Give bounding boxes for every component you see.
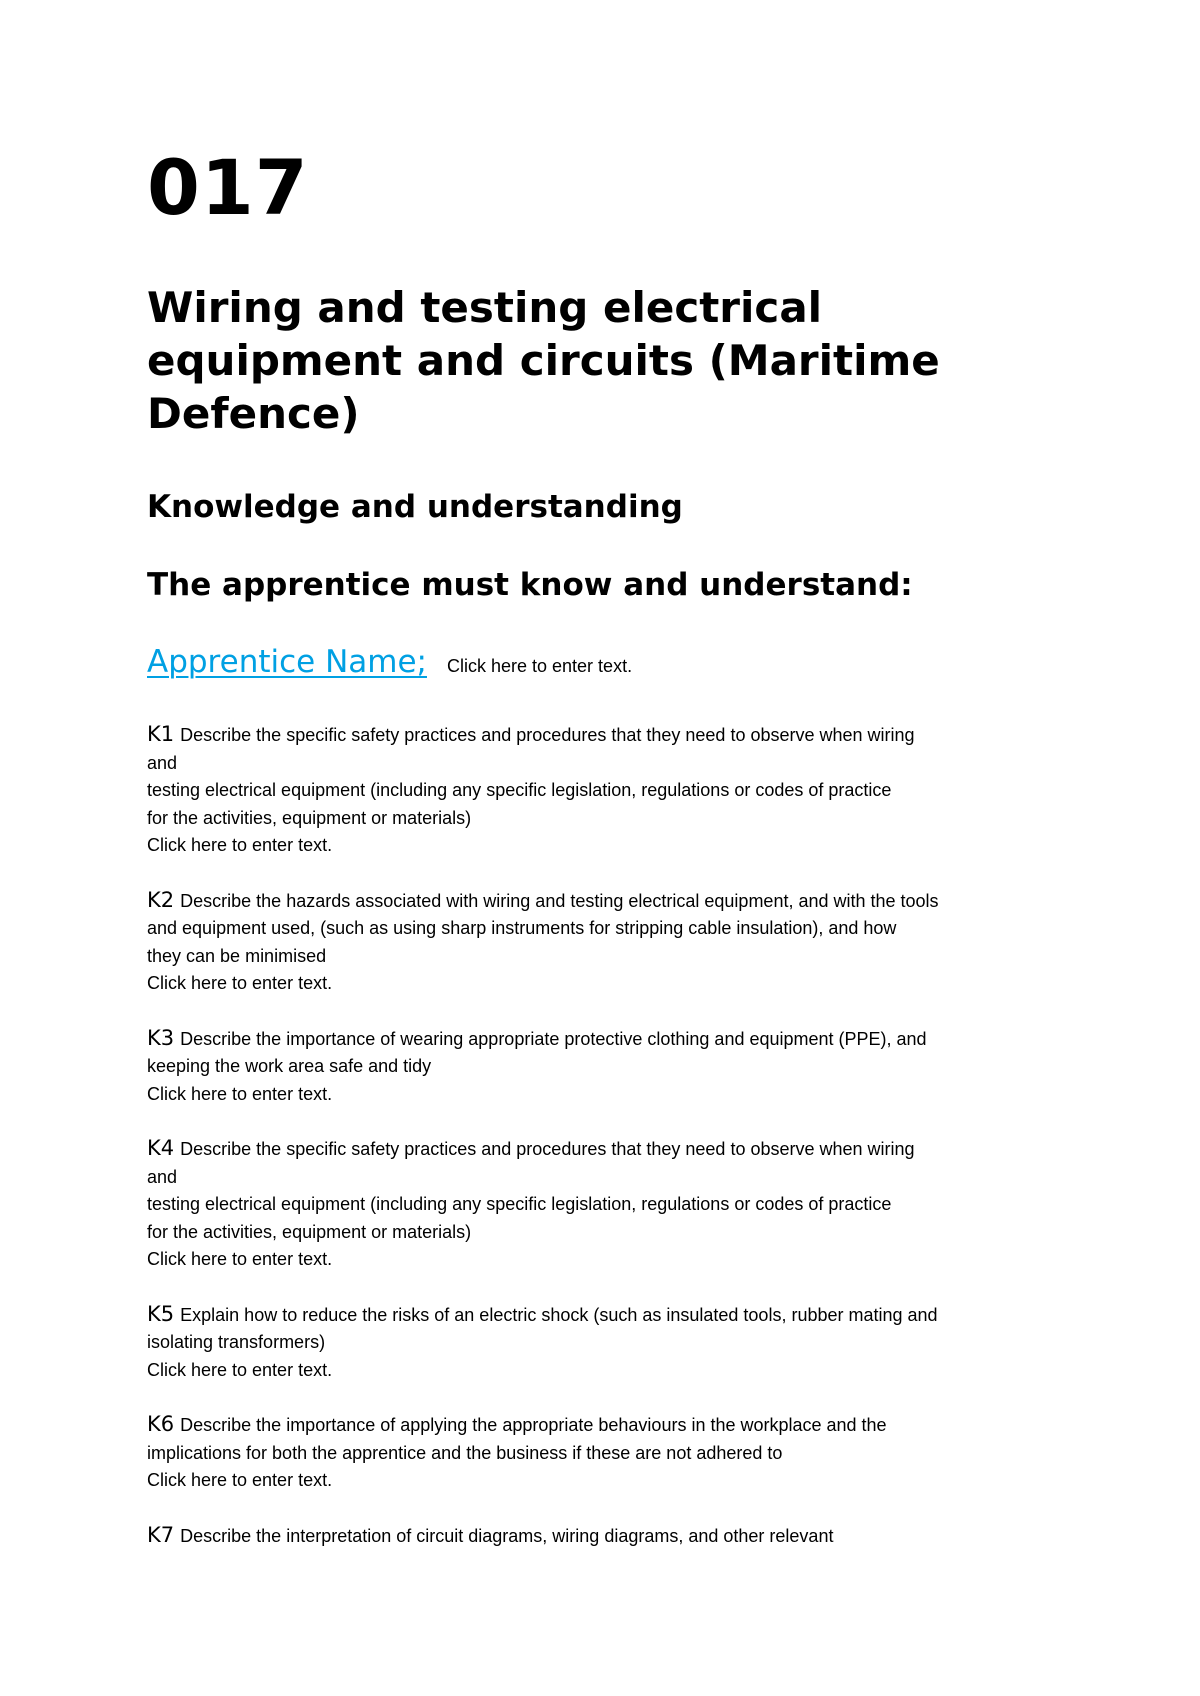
item-text-line: and <box>147 752 178 773</box>
apprentice-name-row <box>147 640 632 684</box>
answer-field-k6[interactable]: Click here to enter text. <box>147 1470 333 1490</box>
apprentice-name-label: Apprentice Name; <box>147 644 427 680</box>
item-id: K7 <box>147 1522 175 1547</box>
item-text-line <box>147 1135 1067 1164</box>
knowledge-item-k2 <box>147 887 1067 998</box>
item-text-line <box>147 1411 1067 1440</box>
item-id: K6 <box>147 1412 175 1436</box>
item-text-line: they can be minimised <box>147 945 327 966</box>
answer-field-k3[interactable]: Click here to enter text. <box>147 1083 333 1104</box>
section-heading: Knowledge and understanding <box>147 489 683 525</box>
item-description: Describe the specific safety practices and procedures that they need to observe when wiring <box>180 725 915 745</box>
item-text-line: testing electrical equipment (including any specific legislation, regulations or codes of practice <box>147 780 892 800</box>
item-id: K4 <box>147 1136 175 1160</box>
item-id: K2 <box>147 887 175 912</box>
knowledge-item-k1 <box>147 721 1067 860</box>
item-text-line: isolating transformers) <box>147 1332 326 1352</box>
knowledge-list <box>147 721 1067 1577</box>
item-text-line <box>147 887 1067 916</box>
item-text-line <box>147 1025 1067 1054</box>
item-text-line: for the activities, equipment or materials) <box>147 1221 472 1242</box>
item-description: Describe the interpretation of circuit diagrams, wiring diagrams, and other relevant <box>180 1525 834 1546</box>
knowledge-item-k3 <box>147 1025 1067 1109</box>
item-text-line: and equipment used, (such as using sharp instruments for stripping cable insulation), and how <box>147 918 897 938</box>
item-text-line <box>147 1301 1067 1330</box>
item-text-line: keeping the work area safe and tidy <box>147 1056 432 1076</box>
item-text-line: and <box>147 1166 178 1187</box>
answer-field-k4[interactable]: Click here to enter text. <box>147 1249 333 1269</box>
item-text-line <box>147 721 1067 750</box>
item-text-line: testing electrical equipment (including any specific legislation, regulations or codes of practice <box>147 1194 892 1214</box>
intro-heading: The apprentice must know and understand: <box>147 567 913 603</box>
item-text-line: implications for both the apprentice and the business if these are not adhered to <box>147 1442 783 1463</box>
knowledge-item-k7 <box>147 1522 1067 1551</box>
item-description: Describe the importance of applying the appropriate behaviours in the workplace and the <box>180 1415 887 1435</box>
knowledge-item-k5 <box>147 1301 1067 1385</box>
item-id: K5 <box>147 1301 175 1326</box>
apprentice-name-field[interactable]: Click here to enter text. <box>446 656 633 676</box>
knowledge-item-k4 <box>147 1135 1067 1274</box>
item-description: Describe the hazards associated with wiring and testing electrical equipment, and with the tools <box>180 890 939 911</box>
item-description: Describe the specific safety practices and procedures that they need to observe when wiring <box>180 1139 915 1159</box>
item-description: Describe the importance of wearing appropriate protective clothing and equipment (PPE), and <box>180 1028 927 1049</box>
answer-field-k2[interactable]: Click here to enter text. <box>147 973 333 993</box>
item-description: Explain how to reduce the risks of an electric shock (such as insulated tools, rubber mating and <box>180 1304 938 1325</box>
unit-title: Wiring and testing electrical equipment and circuits (Maritime Defence) <box>147 283 940 438</box>
knowledge-item-k6 <box>147 1411 1067 1495</box>
item-text-line <box>147 1522 1067 1551</box>
item-id: K3 <box>147 1025 175 1050</box>
answer-field-k5[interactable]: Click here to enter text. <box>147 1359 333 1380</box>
unit-code: 017 <box>147 143 309 232</box>
item-text-line: for the activities, equipment or materials) <box>147 807 472 828</box>
item-id: K1 <box>147 722 175 746</box>
answer-field-k1[interactable]: Click here to enter text. <box>147 835 333 855</box>
